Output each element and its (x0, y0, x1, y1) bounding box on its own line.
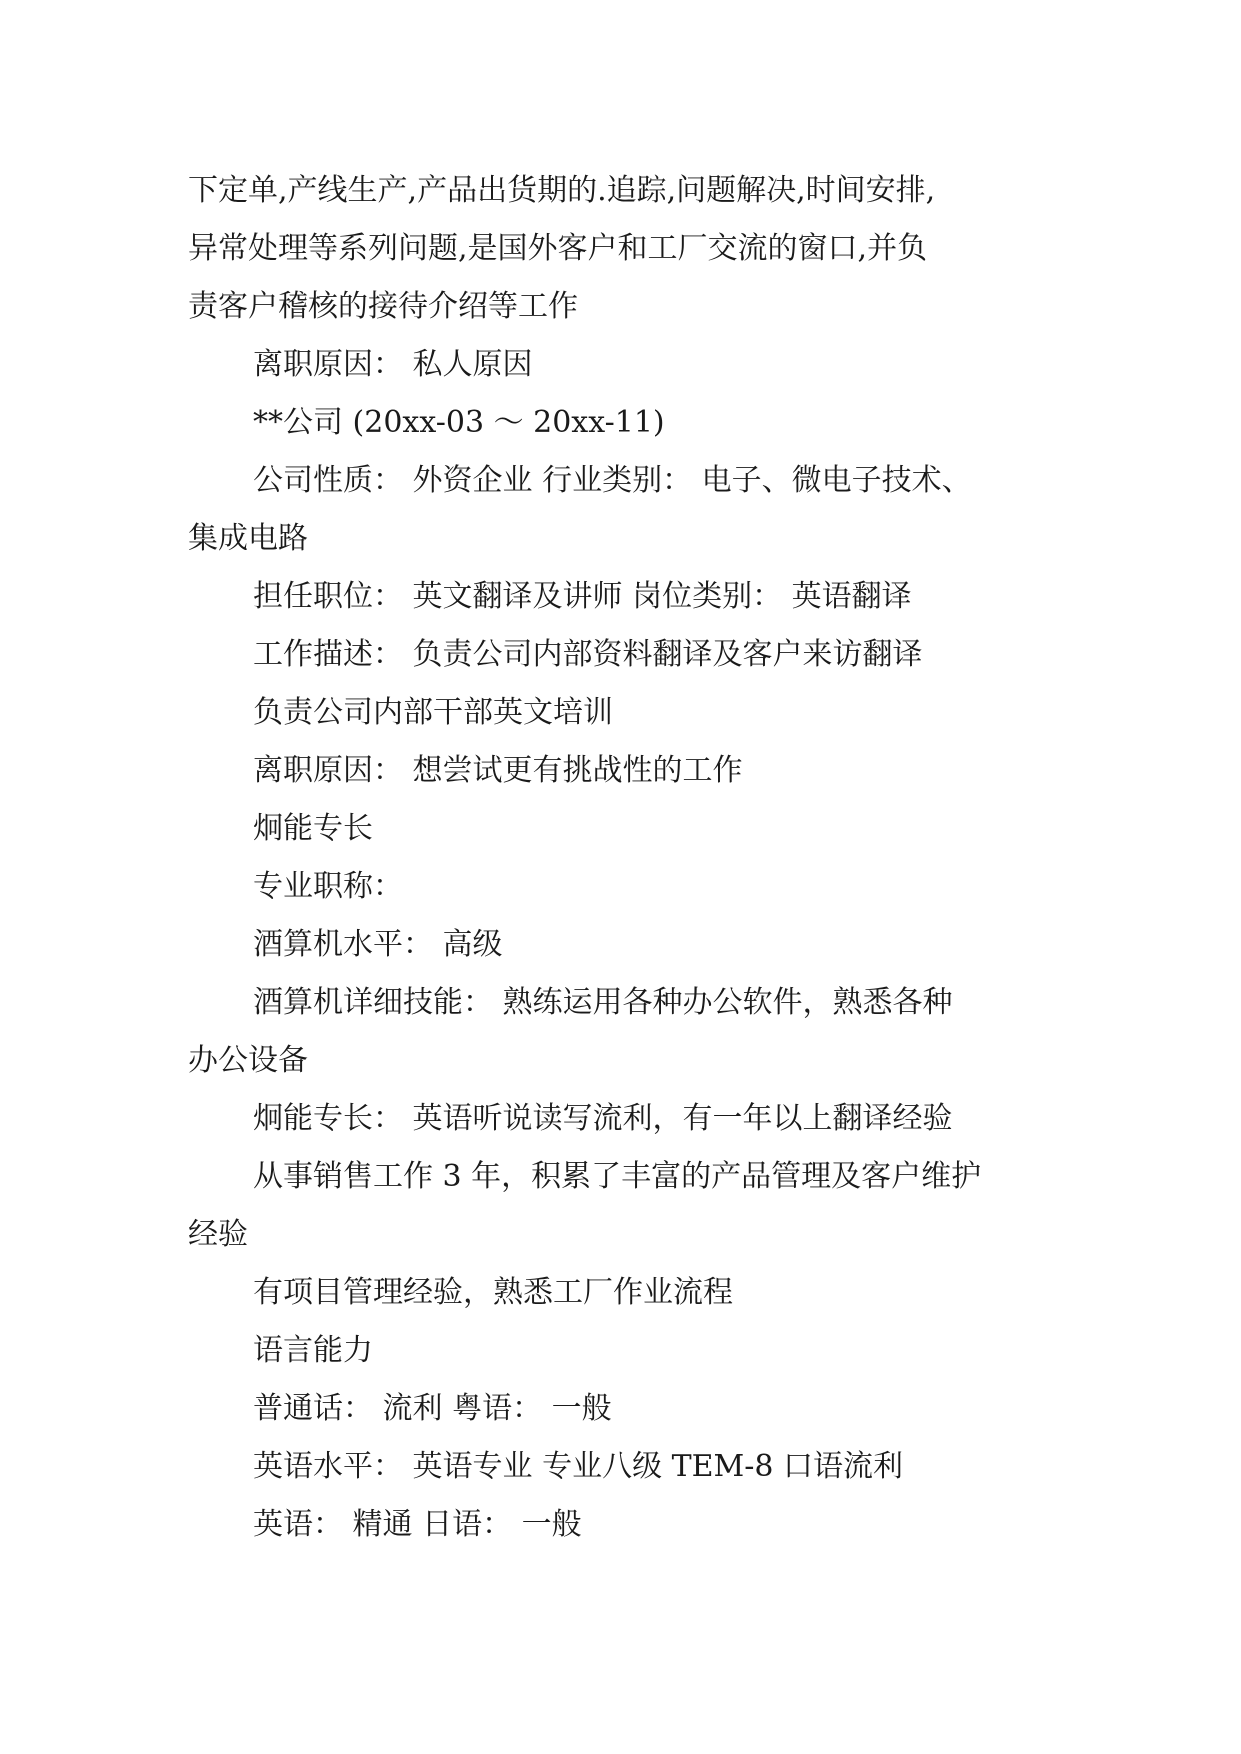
text-line: 经验 (188, 1217, 248, 1252)
text-line: 语言能力 (253, 1333, 373, 1368)
text-line: 酒算机水平： 高级 (253, 927, 503, 962)
text-line: **公司 (20xx-03 ～ 20xx-11) (253, 405, 665, 440)
text-line: 负责公司内部干部英文培训 (253, 695, 613, 730)
text-line: 离职原因： 私人原因 (253, 347, 533, 382)
text-line: 责客户稽核的接待介绍等工作 (188, 289, 578, 324)
text-line: 担任职位： 英文翻译及讲师 岗位类别： 英语翻译 (253, 579, 912, 614)
text-line: 离职原因： 想尝试更有挑战性的工作 (253, 753, 743, 788)
document-body (188, 162, 1068, 1554)
text-line: 普通话： 流利 粤语： 一般 (253, 1391, 612, 1426)
text-line: 从事销售工作 3 年，积累了丰富的产品管理及客户维护 (253, 1159, 982, 1194)
text-line: 下定单,产线生产,产品出货期的.追踪,问题解决,时间安排, (188, 173, 936, 208)
text-line: 炯能专长： 英语听说读写流利，有一年以上翻译经验 (253, 1101, 953, 1136)
text-line: 英语： 精通 日语： 一般 (253, 1507, 582, 1542)
text-line: 酒算机详细技能： 熟练运用各种办公软件，熟悉各种 (253, 985, 953, 1020)
text-line: 专业职称： (253, 869, 403, 904)
text-line: 英语水平： 英语专业 专业八级 TEM-8 口语流利 (253, 1449, 903, 1484)
text-line: 办公设备 (188, 1043, 308, 1078)
text-line: 异常处理等系列问题,是国外客户和工厂交流的窗口,并负 (188, 231, 928, 266)
text-line: 工作描述： 负责公司内部资料翻译及客户来访翻译 (253, 637, 923, 672)
text-line: 炯能专长 (253, 811, 373, 846)
text-line: 有项目管理经验，熟悉工厂作业流程 (253, 1275, 733, 1310)
text-line: 集成电路 (188, 521, 308, 556)
text-line: 公司性质： 外资企业 行业类别： 电子、微电子技术、 (253, 463, 972, 498)
